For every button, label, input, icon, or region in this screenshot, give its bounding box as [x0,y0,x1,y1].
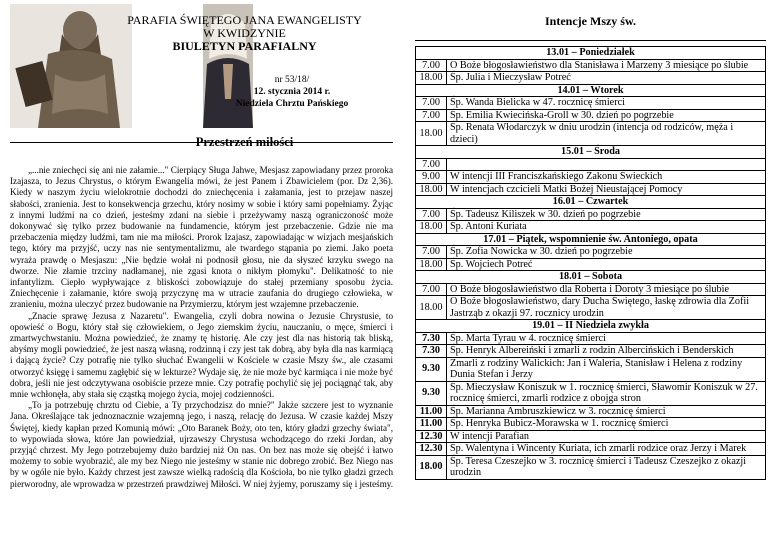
schedule-title: Intencje Mszy św. [545,14,636,28]
mass-row [416,221,766,234]
parish-name: PARAFIA ŚWIĘTEGO JANA EWANGELISTY [127,13,362,27]
issue-number: nr 53/18/ [274,75,310,85]
mass-intention: Śp. Zofia Nowicka w 30. dzień po pogrzebie [447,246,766,259]
day-header-row [416,146,766,159]
day-header-row [416,271,766,284]
mass-intention [447,158,766,171]
mass-time: 11.00 [416,418,447,431]
mass-time: 18.00 [416,258,447,271]
mass-row [416,357,766,381]
mass-row [416,158,766,171]
mass-row [416,430,766,443]
article-paragraph: „To ja potrzebuję chrztu od Ciebie, a Ty przychodzisz do mnie?" Jakże szczere jest to wyznanie Jana. Określające tak jednoznacznie wzajemną jego, i naszą, relację do Jezusa. W czasie każdej Mszy Świętej, kiedy kapłan przed Komunią mówi: „Oto Baranek Boży, oto ten, który gładzi grzechy świata", to wypowiada słowa, które Jan powiedział, ujrzawszy Chrystusa wchodzącego do rzeki Jordan, aby przyjąć chrzest. My Jego potrzebujemy dużo bardziej niż On nas. On bez nas może się obejść i łatwo możemy to sobie wyobrazić, ale my bez Niego nie jesteśmy w stanie nic dobrego zrobić. Bez Niego nas by w ogóle nie było. Każdy chrzest jest zawsze wielką radością dla Kościoła, bo nie tylko gładzi grzech pierworodny, ale wprowadza w przestrzeń prawdziwej Miłości. W niej żyjemy, poruszamy się i jesteśmy. [10,400,393,489]
mass-time: 18.00 [416,122,447,146]
mass-intention: Śp. Mieczysław Koniszuk w 1. rocznicę śmierci, Sławomir Koniszuk w 27. rocznicę śmierci, zmarli rodzice z obojga stron [447,381,766,405]
mass-time: 9.30 [416,357,447,381]
day-header: 16.01 – Czwartek [416,196,766,209]
mass-row [416,332,766,345]
mass-intention: O Boże błogosławieństwo dla Stanisława i Marzeny 3 miesiące po ślubie [447,59,766,72]
day-header: 13.01 – Poniedziałek [416,47,766,60]
mass-row [416,208,766,221]
mass-time: 11.00 [416,405,447,418]
mass-intention: Śp. Marianna Ambruszkiewicz w 3. rocznicę śmierci [447,405,766,418]
mass-row [416,283,766,296]
mass-intention: Śp. Tadeusz Kiliszek w 30. dzień po pogrzebie [447,208,766,221]
issue-info [192,74,392,110]
day-header: 17.01 – Piątek, wspomnienie św. Antoniego, opata [416,233,766,246]
bulletin-header [96,14,393,53]
article-paragraph: „...nie zniechęci się ani nie załamie..." Cierpiący Sługa Jahwe, Mesjasz zapowiadany przez proroka Izajasza, to Jezus Chrystus, o którym Ewangelia mówi, że jest Panem i Zbawicielem (por. Dz 2,36). Kiedy w naszym życiu wielokrotnie dochodzi do zniechęcenia i załamania, jest to przejaw naszej słabości, zranienia. Jest to konsekwencja grzechu, który nosimy w sobie i który sami popełniamy. Żyjąc z innymi ludźmi na co dzień, jesteśmy zdani na siebie i przeżywamy naszą ograniczoność może dokonywać się tylko przez budowanie na fundamencie, którym jest przebaczenie. Gdzie nie ma przebaczenia między ludźmi, tam nie ma miłości. Prorok Izajasz, zapowiadając w wizjach mesjańskich tego, który ma przyjść, uczy nas nie sentymentalizmu, ale twardego stąpania po ziemi. Jako poeta wyraża prawdę o Mesjaszu: „Nie będzie wołał ni podnosił głosu, nie da słyszeć krzyku swego na dworze. Nie złamie trzciny nadłamanej, nie zgasi knota o nikłym płomyku". Delikatność to nie infantylizm. Ciepło wypływające z bliskości zobowiązuje do stałej przemiany sposobu życia. Zniechęcenie i załamanie, które swoją przyczynę ma w utracie zaufania do drugiego człowieka, w zranieniu, można uleczyć przez budowanie na Przymierzu, którym jest wzajemne przebaczenie. [10,165,393,310]
day-header-row [416,233,766,246]
mass-intention: Śp. Henryk Albereiński i zmarli z rodzin Albercińskich i Benderskich [447,345,766,358]
mass-time: 7.30 [416,332,447,345]
mass-row [416,258,766,271]
mass-intention: Śp. Wojciech Potreć [447,258,766,271]
day-header-row [416,84,766,97]
day-header: 19.01 – II Niedziela zwykła [416,320,766,333]
mass-time: 18.00 [416,455,447,479]
mass-time: 7.00 [416,59,447,72]
article-body [10,165,393,490]
mass-intention: Śp. Teresa Czeszejko w 3. rocznicę śmierci i Tadeusz Czeszejko z okazji urodzin [447,455,766,479]
mass-time: 9.00 [416,171,447,184]
mass-row [416,122,766,146]
mass-intention: Śp. Henryka Bubicz-Morawska w 1. rocznicę śmierci [447,418,766,431]
mass-intention: W intencji III Franciszkańskiego Zakonu Świeckich [447,171,766,184]
day-header-row [416,47,766,60]
mass-time: 7.30 [416,345,447,358]
right-column [415,0,766,543]
mass-intention: Śp. Wanda Bielicka w 47. rocznicę śmierci [447,97,766,110]
mass-row [416,296,766,320]
mass-intention: Śp. Emilia Kwiecińska-Groll w 30. dzień po pogrzebie [447,109,766,122]
mass-row [416,443,766,456]
mass-time: 18.00 [416,221,447,234]
mass-row [416,418,766,431]
mass-time: 12.30 [416,430,447,443]
mass-time: 7.00 [416,97,447,110]
mass-row [416,246,766,259]
mass-time: 7.00 [416,208,447,221]
mass-intention: O Boże błogosławieństwo, dary Ducha Świętego, łaskę zdrowia dla Zofii Jastrząb z okazji 97. rocznicy urodzin [447,296,766,320]
mass-time: 7.00 [416,283,447,296]
mass-time: 18.00 [416,296,447,320]
mass-row [416,455,766,479]
day-header: 15.01 – Środa [416,146,766,159]
mass-row [416,59,766,72]
issue-date: 12. stycznia 2014 r. [253,87,331,97]
mass-row [416,405,766,418]
day-header-row [416,320,766,333]
left-column [10,0,393,543]
mass-row [416,97,766,110]
mass-intention: O Boże błogosławieństwo dla Roberta i Doroty 3 miesiące po ślubie [447,283,766,296]
mass-time: 7.00 [416,109,447,122]
mass-time: 7.00 [416,246,447,259]
mass-intention: Śp. Renata Włodarczyk w dniu urodzin (intencja od rodziców, męża i dzieci) [447,122,766,146]
mass-row [416,72,766,85]
article-title: Przestrzeń miłości [195,135,294,149]
mass-time: 18.00 [416,183,447,196]
mass-intention: Śp. Antoni Kuriata [447,221,766,234]
issue-occasion: Niedziela Chrztu Pańskiego [235,99,349,109]
mass-intention: W intencjach czcicieli Matki Bożej Nieustającej Pomocy [447,183,766,196]
day-header: 18.01 – Sobota [416,271,766,284]
mass-intention: Zmarli z rodziny Walickich: Jan i Waleria, Stanisław i Helena z rodziny Dunia Stefan i Jerzy [447,357,766,381]
mass-intention: Śp. Julia i Mieczysław Potreć [447,72,766,85]
mass-time: 12.30 [416,443,447,456]
mass-row [416,345,766,358]
mass-row [416,183,766,196]
parish-location: W KWIDZYNIE [203,26,286,40]
bulletin-title: BIULETYN PARAFIALNY [172,39,317,53]
mass-intention: W intencji Parafian [447,430,766,443]
mass-time: 18.00 [416,72,447,85]
mass-time: 7.00 [416,158,447,171]
article-paragraph: „Znacie sprawę Jezusa z Nazaretu". Ewangelia, czyli dobra nowina o Jezusie Chrystusie, to opowieść o Bogu, który stał się człowiekiem, o Jego ziemskim życiu, nauczaniu, o męce, śmierci i zmartwychwstaniu. Można powiedzieć, że znamy tę historię. Ale czy jest dla nas historią tak bliską, abyśmy mogli powiedzieć, że jest naszą własną, rodzinną i czy jest tak dobrą, aby była dla nas karmiącą i dającą życie? Czy potrafię nie tylko słuchać Ewangelii w Kościele w czasie Mszy św., ale czasami otworzyć księgę i samemu zagłębić się w lekturze? Wydaje się, że nie może być karmiąca i nie może być dobra, jeśli nie jest odczytywana osobiście przeze mnie. Czy potrafię pochylić się jej pociągnąć tak, aby mnie wchłonęła, aby stała się cząstką mojego życia, mojej codzienności. [10,310,393,400]
mass-row [416,381,766,405]
mass-intentions-table [415,46,766,480]
mass-time: 9.30 [416,381,447,405]
day-header: 14.01 – Wtorek [416,84,766,97]
mass-intention: Śp. Marta Tyrau w 4. rocznicę śmierci [447,332,766,345]
day-header-row [416,196,766,209]
mass-row [416,109,766,122]
mass-intention: Śp. Walentyna i Wincenty Kuriata, ich zmarli rodzice oraz Jerzy i Marek [447,443,766,456]
mass-row [416,171,766,184]
divider [415,40,766,41]
